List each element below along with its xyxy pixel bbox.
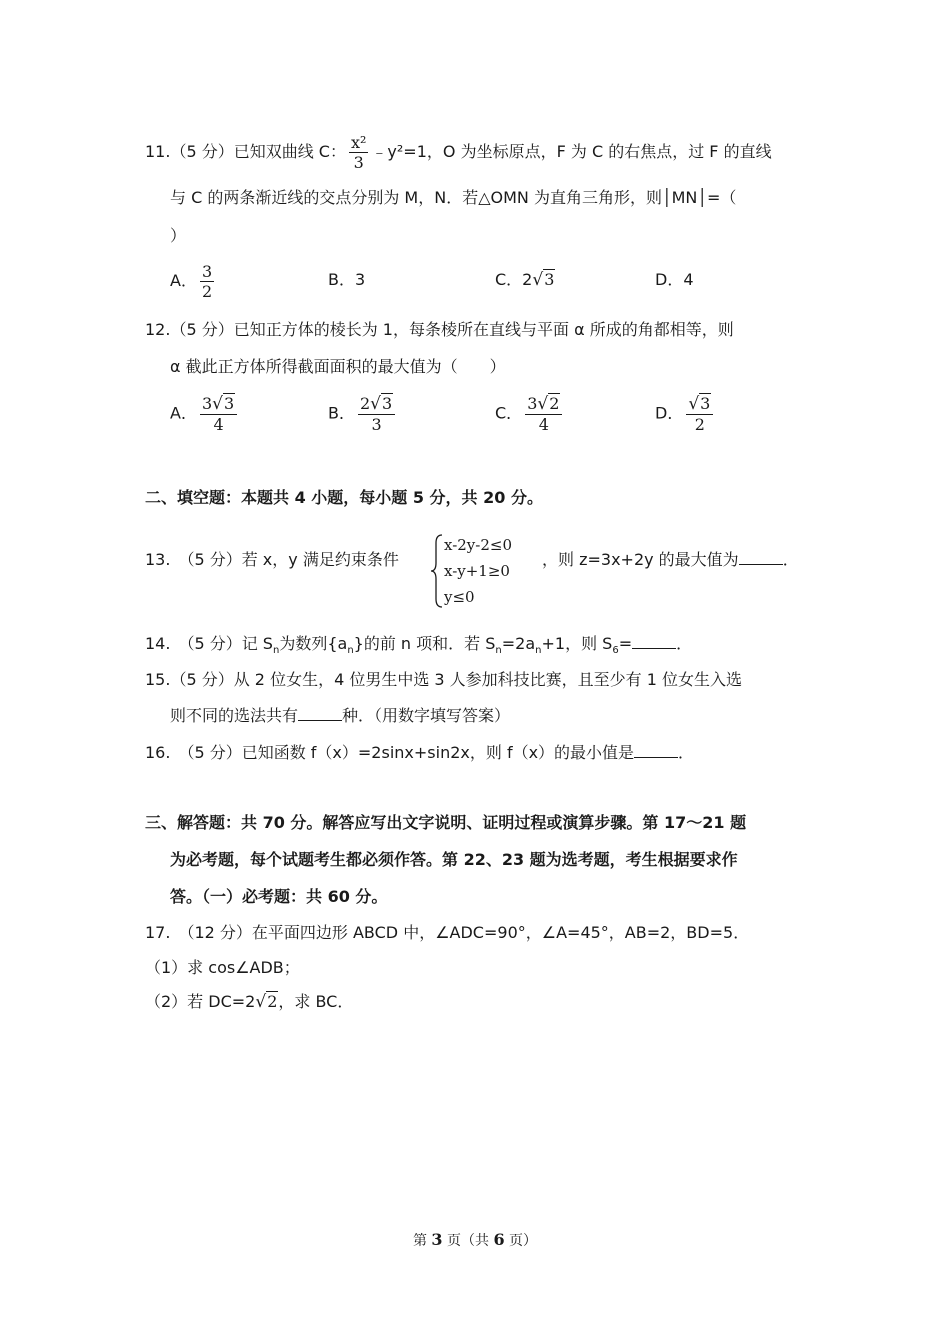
q11-prefix: 11.（5 分）已知双曲线 C： — [145, 142, 346, 161]
q12-option-d-radicand: 3 — [700, 394, 711, 413]
q12-option-a-coef: 3 — [201, 394, 213, 413]
q13-prefix: 13. （5 分）若 x，y 满足约束条件 — [145, 550, 399, 569]
q14-sub-2: n — [347, 645, 354, 657]
q11-after-frac: ﹣y²=1，O 为坐标原点，F 为 C 的右焦点，过 F 的直线 — [371, 142, 772, 161]
q12-option-b-den: 3 — [371, 415, 382, 434]
q13-constraint-2: x-y+1≥0 — [444, 562, 510, 580]
q12-option-b-num: 2√3 — [358, 394, 395, 415]
q14-line — [145, 634, 692, 661]
q11-option-a-fraction — [200, 262, 214, 301]
q14-mid-3: =2a — [501, 634, 536, 653]
q14-sub-4: n — [535, 645, 542, 657]
q14-prefix: 14. （5 分）记 S — [145, 634, 273, 653]
q12-option-c — [495, 394, 565, 434]
page-footer — [0, 1230, 950, 1250]
q13-suffix — [542, 550, 799, 570]
q14-mid-2: }的前 n 项和．若 S — [353, 634, 496, 653]
q17-part2-radicand: 2 — [267, 992, 278, 1011]
q16-end: ． — [678, 743, 695, 762]
footer-total-pages: 6 — [493, 1230, 505, 1249]
section-3-heading-line3: 答。（一）必考题：共 60 分。 — [170, 887, 388, 906]
q17-part2-b: ，求 BC． — [278, 992, 354, 1011]
q13-constraint-1: x-2y-2≤0 — [444, 536, 513, 554]
section-3-heading-line2: 为必考题，每个试题考生都必须作答。第 22、23 题为选考题，考生根据要求作 — [170, 850, 738, 869]
q14-mid-1: 为数列{a — [279, 634, 348, 653]
q12-option-a-fraction — [200, 394, 237, 434]
q11-option-a-label: A． — [170, 271, 197, 290]
q12-option-a-num: 3√3 — [200, 394, 237, 415]
q12-option-c-fraction — [525, 394, 562, 434]
q11-frac-num: x² — [350, 133, 367, 152]
q14-end: ． — [676, 634, 693, 653]
q15-answer-blank[interactable] — [298, 706, 342, 721]
q14-mid-4: +1，则 S — [541, 634, 613, 653]
q12-option-c-num: 3√2 — [525, 394, 562, 415]
q14-sub-3: n — [495, 645, 502, 657]
q12-option-a-label: A． — [170, 403, 197, 423]
q12-option-c-coef: 3 — [527, 394, 538, 413]
q16-answer-blank[interactable] — [634, 743, 678, 758]
q12-option-c-label: C． — [495, 403, 523, 423]
q11-option-c-label: C．2 — [495, 270, 533, 289]
q12-option-d — [655, 394, 716, 434]
q17-line1: 17. （12 分）在平面四边形 ABCD 中，∠ADC=90°，∠A=45°，AB=2，BD=5． — [145, 923, 750, 942]
q15-line2-a: 则不同的选法共有 — [170, 706, 299, 725]
q12-option-a-den: 4 — [213, 415, 224, 434]
q13-answer-blank[interactable] — [739, 550, 783, 565]
q11-option-a — [170, 262, 217, 301]
q11-option-d: D．4 — [655, 270, 694, 289]
q13-suffix-text: ，则 z=3x+2y 的最大值为 — [542, 550, 739, 569]
q15-line2 — [170, 706, 510, 726]
left-brace-icon — [430, 533, 444, 609]
q14-mid-5: = — [618, 634, 633, 653]
q12-option-b-label: B． — [328, 403, 355, 423]
q11-fraction — [349, 133, 368, 172]
q13-end: ． — [782, 550, 799, 569]
footer-page-number: 3 — [431, 1230, 443, 1249]
q17-part2 — [145, 992, 353, 1012]
q12-line2: α 截此正方体所得截面面积的最大值为（ ） — [170, 357, 506, 376]
q15-line1: 15.（5 分）从 2 位女生，4 位男生中选 3 人参加科技比赛，且至少有 1 位女生入选 — [145, 670, 743, 689]
q14-sub-1: n — [272, 645, 280, 657]
q11-option-b: B．3 — [328, 270, 366, 289]
q11-option-a-num: 3 — [201, 262, 213, 281]
q14-sub-6: 6 — [612, 645, 619, 657]
q17-part1: （1）求 cos∠ADB； — [145, 958, 300, 977]
q12-option-a-radicand: 3 — [223, 394, 235, 413]
q12-option-d-den: 2 — [694, 415, 705, 434]
q12-option-d-fraction — [686, 394, 713, 434]
q11-option-c — [495, 270, 555, 290]
q11-frac-den: 3 — [353, 153, 364, 172]
section-2-heading: 二、填空题：本题共 4 小题，每小题 5 分，共 20 分。 — [145, 488, 543, 507]
q12-option-c-den: 4 — [538, 415, 549, 434]
q11-line1 — [145, 133, 772, 172]
q11-option-c-radicand: 3 — [544, 270, 555, 289]
q12-option-b — [328, 394, 398, 434]
q12-option-b-fraction — [358, 394, 395, 434]
footer-middle: 页（共 — [442, 1233, 494, 1249]
q12-option-d-num: √3 — [686, 394, 713, 415]
q12-option-c-radicand: 2 — [549, 394, 560, 413]
q11-option-c-sqrt: √3 — [532, 270, 555, 290]
footer-suffix: 页） — [504, 1233, 538, 1249]
q16-prefix: 16. （5 分）已知函数 f（x）=2sinx+sin2x，则 f（x）的最小值是 — [145, 743, 635, 762]
q11-line2: 与 C 的两条渐近线的交点分别为 M，N．若△OMN 为直角三角形，则│MN│=（ — [170, 188, 737, 207]
section-3-heading-line1: 三、解答题：共 70 分。解答应写出文字说明、证明过程或演算步骤。第 17～21 题 — [145, 813, 747, 832]
q13-constraint-3: y≤0 — [444, 588, 475, 606]
q14-answer-blank[interactable] — [632, 634, 676, 649]
q12-option-a — [170, 394, 240, 434]
q11-option-a-den: 2 — [201, 282, 213, 301]
q15-line2-b: 种．（用数字填写答案） — [342, 706, 511, 725]
q13-constraint-system — [430, 533, 540, 609]
q16-line — [145, 743, 694, 763]
footer-prefix: 第 — [412, 1233, 432, 1249]
q12-option-b-coef: 2 — [359, 394, 371, 413]
q11-line3: ） — [170, 226, 187, 245]
q12-option-d-label: D． — [655, 403, 684, 423]
q12-line1: 12.（5 分）已知正方体的棱长为 1，每条棱所在直线与平面 α 所成的角都相等，则 — [145, 320, 734, 339]
q12-option-b-radicand: 3 — [382, 394, 393, 413]
q17-part2-sqrt: √2 — [255, 992, 278, 1012]
q17-part2-a: （2）若 DC=2 — [145, 992, 256, 1011]
